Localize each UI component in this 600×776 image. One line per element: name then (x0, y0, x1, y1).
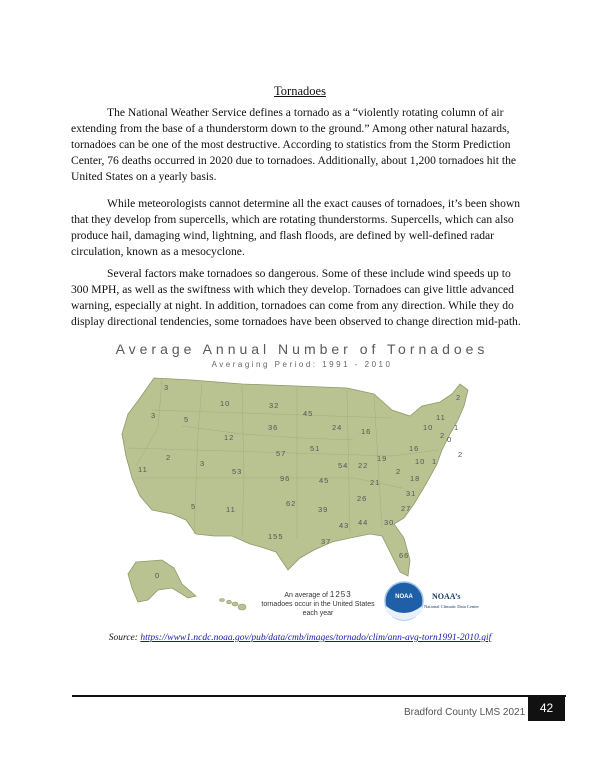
state-count: 16 (409, 444, 420, 453)
state-count: 53 (232, 467, 243, 476)
state-count: 2 (458, 450, 464, 459)
state-count: 36 (268, 423, 279, 432)
state-count: 155 (268, 532, 284, 541)
source-link[interactable]: https://www1.ncdc.noaa.gov/pub/data/cmb/images/tornado/clim/ann-avg-torn1991-2010.gif (140, 633, 492, 643)
state-count: 5 (191, 502, 197, 511)
state-count: 45 (303, 409, 314, 418)
caption-number: 1253 (329, 590, 352, 599)
state-count: 16 (361, 427, 372, 436)
state-count: 11 (436, 413, 446, 422)
org-subtitle: National Climatic Data Center (424, 604, 479, 609)
org-name: NOAA’s (432, 592, 461, 601)
alaska-shape (128, 560, 196, 602)
state-count: 37 (321, 537, 332, 546)
state-count: 5 (184, 415, 190, 424)
state-count: 10 (423, 423, 434, 432)
caption-prefix: An average of (284, 592, 328, 599)
state-count: 21 (370, 478, 381, 487)
state-count: 1 (432, 457, 438, 466)
caption-line-3: each year (302, 610, 334, 617)
state-count: 11 (226, 505, 236, 514)
map-caption (258, 590, 378, 618)
source-citation (0, 633, 600, 643)
state-count: 27 (401, 504, 412, 513)
paragraph-2-text: While meteorologists cannot determine all the exact causes of tornadoes, it’s been shown that they develop from supercells, which are rotating thunderstorms. Supercells, which can also produce hail, damaging wind, lightning, and flash floods, are defined by well-defined radar circulation, known as a mesocyclone. (71, 197, 521, 258)
state-count: 2 (166, 453, 172, 462)
state-count: 2 (396, 467, 402, 476)
state-count: 19 (377, 454, 388, 463)
map-subtitle: Averaging Period: 1991 - 2010 (211, 360, 393, 369)
state-count: 26 (357, 494, 368, 503)
paragraph-1 (71, 105, 527, 185)
source-label: Source: (108, 633, 138, 643)
noaa-logo (385, 582, 423, 620)
paragraph-1-text: The National Weather Service defines a tornado as a “violently rotating column of air extending from the base of a thunderstorm down to the ground.” Among other natural hazards, tornadoes can be one of the most destructive. According to statistics from the Storm Prediction Center, 76 deaths occurred in 2020 due to tornadoes. Additionally, about 1,200 tornadoes hit the United States on a yearly basis. (71, 106, 517, 183)
document-title: Tornadoes (274, 84, 326, 98)
footer-divider (72, 695, 566, 697)
state-count: 22 (358, 461, 369, 470)
state-count: 10 (220, 399, 231, 408)
state-count: 0 (155, 571, 161, 580)
state-count: 2 (456, 393, 462, 402)
state-count: 2 (440, 431, 446, 440)
state-count: 32 (269, 401, 280, 410)
noaa-logo-text: NOAA (395, 594, 413, 600)
state-count: 12 (224, 433, 235, 442)
state-count: 3 (164, 383, 170, 392)
state-count: 11 (138, 465, 148, 474)
tornado-map-figure (92, 338, 512, 623)
paragraph-2 (71, 196, 527, 260)
state-count: 43 (339, 521, 350, 530)
state-count: 10 (415, 457, 426, 466)
state-count: 30 (384, 518, 395, 527)
paragraph-3-text: Several factors make tornadoes so dangerous. Some of these include wind speeds up to 300 MPH, as well as the swiftness with which they develop. Tornadoes can give little advanced warning, especially at night. In addition, tornadoes can come from any direction. While they do display directional tendencies, some tornadoes have been observed to change direction mid-path. (71, 267, 521, 328)
state-count: 54 (338, 461, 349, 470)
page-number: 42 (528, 696, 565, 721)
map-title: Average Annual Number of Tornadoes (115, 341, 489, 357)
paragraph-3 (71, 266, 527, 330)
caption-line-1 (258, 590, 378, 600)
us-map (92, 338, 512, 623)
state-count: 3 (200, 459, 206, 468)
state-count: 57 (276, 449, 287, 458)
state-count: 96 (280, 474, 291, 483)
state-count: 44 (358, 518, 369, 527)
state-count: 31 (406, 489, 417, 498)
footer-text: Bradford County LMS 2021 (404, 707, 526, 718)
state-count: 0 (447, 435, 453, 444)
state-count: 39 (318, 505, 329, 514)
state-count: 1 (454, 423, 460, 432)
state-count: 66 (399, 551, 410, 560)
state-count: 62 (286, 499, 297, 508)
caption-line-2: tornadoes occur in the United States (261, 601, 375, 608)
state-count: 24 (332, 423, 343, 432)
state-count: 51 (310, 444, 321, 453)
state-count: 45 (319, 476, 330, 485)
state-count: 3 (151, 411, 157, 420)
state-count: 18 (410, 474, 421, 483)
hawaii-shape (220, 599, 247, 611)
